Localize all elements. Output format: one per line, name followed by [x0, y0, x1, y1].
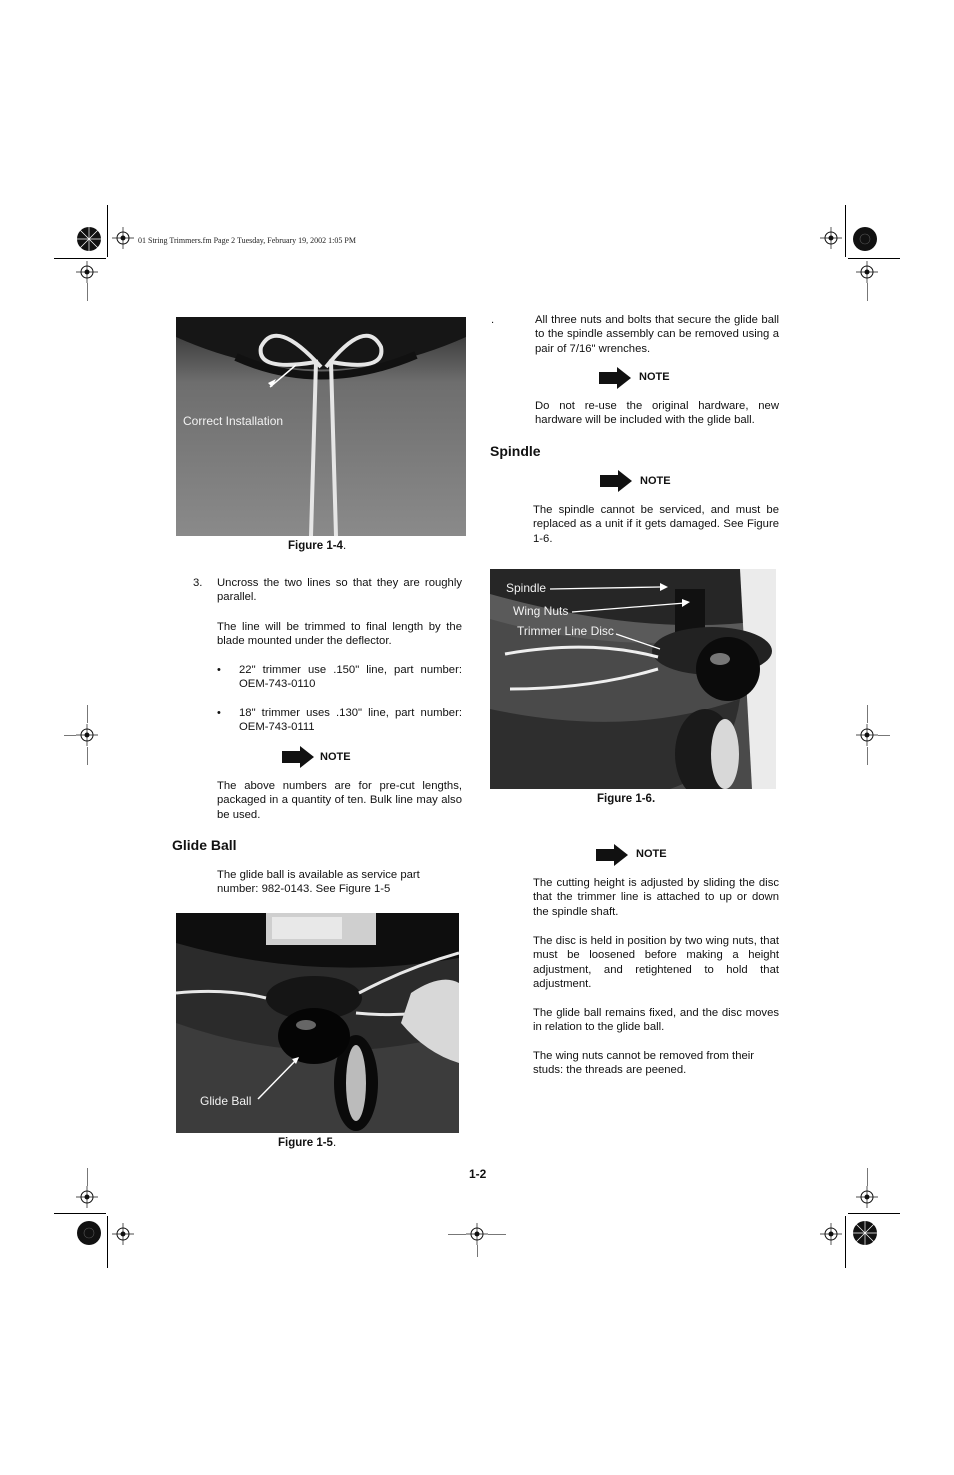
bullet-item: 18" trimmer uses .130" line, part number: OEM-743-0111 — [239, 707, 462, 734]
crosshair-target-icon — [820, 227, 842, 249]
file-header-line: 01 String Trimmers.fm Page 2 Tuesday, February 19, 2002 1:05 PM — [138, 236, 356, 245]
figure-1-5-label: Glide Ball — [200, 1094, 252, 1108]
body-paragraph: The disc is held in position by two wing nuts, that must be loosened before making a height adjustment, and retightened to hold that adjustment. — [533, 935, 779, 991]
bullet-dot: • — [217, 664, 221, 676]
star-target-icon — [852, 226, 878, 252]
bullet-dot: • — [217, 707, 221, 719]
step-3-para: The line will be trimmed to final length by the blade mounted under the deflector. — [217, 621, 462, 648]
crosshair-target-icon — [76, 261, 98, 283]
star-target-icon — [852, 1220, 878, 1246]
section-heading-spindle: Spindle — [490, 443, 541, 459]
figure-1-6-caption: Figure 1-6. — [597, 793, 656, 805]
intro-text: All three nuts and bolts that secure the glide ball to the spindle assembly can be removed using a pair of 7/16" wrenches. — [535, 314, 779, 355]
star-target-icon — [76, 1220, 102, 1246]
note-label: NOTE — [640, 475, 671, 487]
step-3-text: Uncross the two lines so that they are roughly parallel. — [217, 577, 462, 604]
note-label: NOTE — [636, 848, 667, 860]
section-heading-glide-ball: Glide Ball — [172, 837, 237, 853]
crosshair-target-icon — [112, 1223, 134, 1245]
bullet-item: 22" trimmer use .150" line, part number: OEM-743-0110 — [239, 664, 462, 691]
note-arrow-icon — [600, 470, 632, 492]
note-text: Do not re-use the original hardware, new hardware will be included with the glide ball. — [535, 400, 779, 427]
crosshair-target-icon — [76, 724, 98, 746]
note-text: The spindle cannot be serviced, and must be replaced as a unit if it gets damaged. See Figure 1-6. — [533, 504, 779, 545]
crosshair-target-icon — [820, 1223, 842, 1245]
crosshair-target-icon — [76, 1186, 98, 1208]
note-arrow-icon — [596, 844, 628, 866]
crosshair-target-icon — [466, 1223, 488, 1245]
crosshair-target-icon — [112, 227, 134, 249]
crosshair-target-icon — [856, 261, 878, 283]
glide-ball-text: The glide ball is available as service part number: 982-0143. See Figure 1-5 — [217, 869, 420, 896]
figure-1-5-caption: Figure 1-5. — [278, 1137, 337, 1149]
note-arrow-icon — [282, 746, 314, 768]
crosshair-target-icon — [856, 724, 878, 746]
figure-1-4-label: Correct Installation — [183, 414, 284, 428]
star-target-icon — [76, 226, 102, 252]
stray-period: . — [491, 314, 495, 326]
figure-1-4-caption: Figure 1-4. — [288, 540, 347, 552]
figure-1-5-photo — [176, 913, 459, 1133]
note-label: NOTE — [639, 371, 670, 383]
crosshair-target-icon — [856, 1186, 878, 1208]
figure-1-6-label-spindle: Spindle — [506, 581, 547, 595]
body-paragraph: The wing nuts cannot be removed from their studs: the threads are peened. — [533, 1050, 755, 1077]
body-paragraph: The glide ball remains fixed, and the disc moves in relation to the glide ball. — [533, 1007, 779, 1034]
note-label: NOTE — [320, 751, 351, 763]
body-paragraph: The cutting height is adjusted by sliding the disc that the trimmer line is attached to up or down the spindle shaft. — [533, 877, 779, 918]
figure-1-6-label-disc: Trimmer Line Disc — [517, 624, 614, 638]
page-number: 1-2 — [469, 1167, 487, 1181]
figure-1-6-label-wing-nuts: Wing Nuts — [513, 604, 569, 618]
figure-1-4-photo — [176, 317, 466, 536]
step-number: 3. — [193, 577, 203, 589]
figure-1-6-photo — [490, 569, 776, 789]
note-arrow-icon — [599, 367, 631, 389]
note-text: The above numbers are for pre-cut lengths, packaged in a quantity of ten. Bulk line may also be used. — [217, 780, 462, 821]
